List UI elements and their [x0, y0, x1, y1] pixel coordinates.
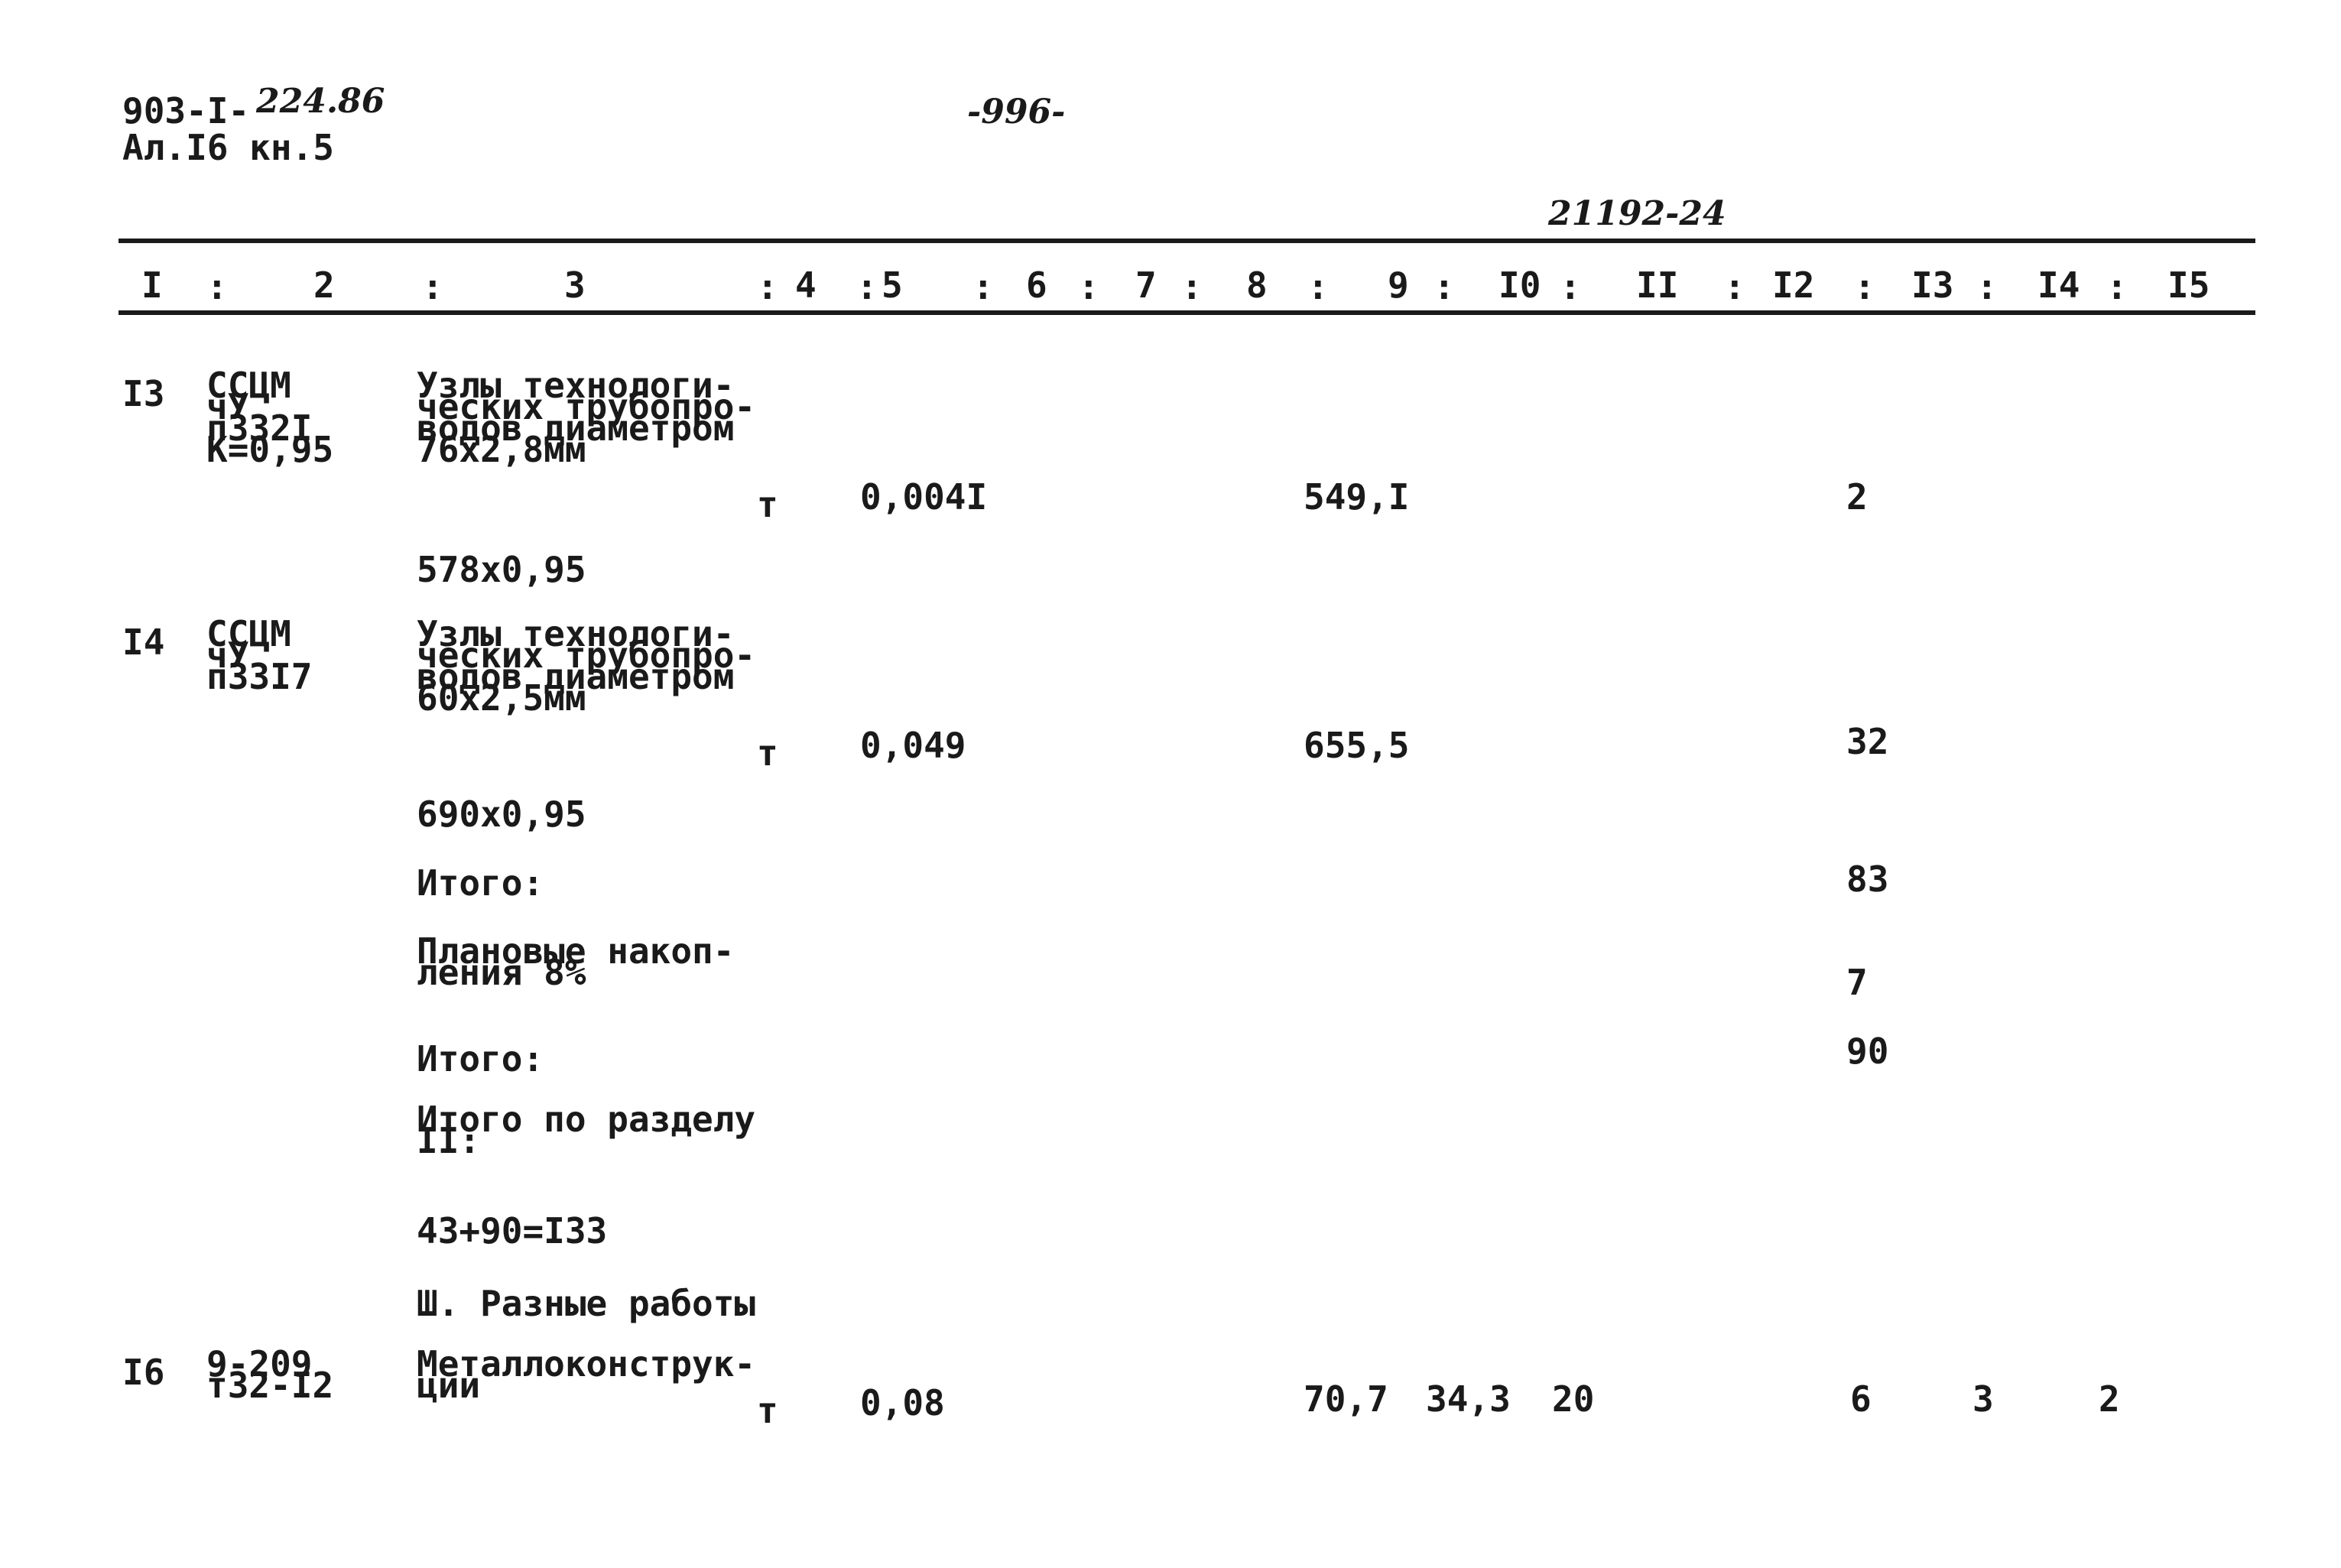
work-description: Узлы технологи- ческих трубопро- водов диаметром 60х2,5мм [417, 613, 756, 719]
row-number: I4 [122, 622, 165, 663]
rate-code: ССЦМ чУ п33I7 [206, 613, 313, 697]
document-code: 21192-24 [1548, 194, 1726, 233]
column-separator: : [1078, 266, 1099, 307]
subtotal-label: Итого: [417, 1038, 544, 1079]
work-description: Металлоконструк- ции [417, 1343, 756, 1406]
column-14-value: 3 [1972, 1378, 1994, 1420]
column-11-value: 20 [1552, 1378, 1595, 1420]
column-number: I3 [1911, 265, 1954, 306]
column-number: I [141, 265, 163, 306]
document-series-handwritten: 224.86 [256, 82, 385, 121]
subtotal-value: 83 [1846, 859, 1889, 900]
document-series: 903-I- [122, 90, 250, 131]
row-number: I6 [122, 1352, 165, 1393]
unit: т [757, 1390, 778, 1431]
column-number: I4 [2037, 265, 2080, 306]
column-separator: : [1560, 266, 1581, 307]
quantity: 0,004I [860, 476, 988, 518]
column-13-value: 6 [1850, 1378, 1872, 1420]
column-separator: : [1854, 266, 1875, 307]
section-total-label: Итого по разделу II: [417, 1099, 756, 1161]
column-15-value: 2 [2099, 1378, 2120, 1420]
planned-accumulation-label: Плановые накоп- ления 8% [417, 930, 735, 993]
column-separator: : [206, 266, 228, 307]
work-description: Узлы технологи- ческих трубопро- водов диаметром 76х2,8мм [417, 365, 756, 470]
page-number: -996- [967, 93, 1066, 131]
column-number: I2 [1772, 265, 1815, 306]
column-10-value: 34,3 [1426, 1378, 1511, 1420]
column-number: 3 [564, 265, 586, 306]
column-separator: : [1976, 266, 1998, 307]
header-top-rule [119, 239, 2255, 243]
row-number: I3 [122, 373, 165, 414]
subtotal-value: 90 [1846, 1031, 1889, 1072]
price-formula: 690х0,95 [417, 794, 586, 835]
quantity: 0,049 [860, 725, 966, 766]
price-formula: 578х0,95 [417, 549, 586, 590]
total-cost: 32 [1846, 721, 1889, 762]
quantity: 0,08 [860, 1382, 945, 1424]
section-heading: Ш. Разные работы [417, 1283, 756, 1324]
column-number: I0 [1498, 265, 1541, 306]
column-separator: : [2106, 266, 2128, 307]
rate-code: 9-209 т32-I2 [206, 1343, 334, 1406]
rate-code: ССЦМ чУ п332I К=0,95 [206, 365, 334, 470]
column-separator: : [856, 266, 878, 307]
column-separator: : [1307, 266, 1329, 307]
unit: т [757, 732, 778, 774]
column-separator: : [1181, 266, 1203, 307]
column-number: I5 [2167, 265, 2210, 306]
column-number: II [1636, 265, 1679, 306]
column-separator: : [422, 266, 443, 307]
column-number: 6 [1026, 265, 1047, 306]
column-number: 8 [1246, 265, 1268, 306]
column-number: 5 [882, 265, 903, 306]
unit-price: 549,I [1304, 476, 1410, 518]
subtotal-label: Итого: [417, 862, 544, 904]
album-book-label: Ал.I6 кн.5 [122, 127, 334, 168]
column-separator: : [972, 266, 994, 307]
header-bottom-rule [119, 310, 2255, 315]
column-separator: : [1724, 266, 1745, 307]
column-separator: : [1433, 266, 1455, 307]
planned-accumulation-value: 7 [1846, 962, 1868, 1003]
column-separator: : [757, 266, 778, 307]
unit: т [757, 484, 778, 525]
column-number: 4 [795, 265, 817, 306]
total-cost: 2 [1846, 476, 1868, 518]
section-total-formula: 43+90=I33 [417, 1210, 608, 1251]
unit-price: 655,5 [1304, 725, 1410, 766]
column-number: 7 [1135, 265, 1157, 306]
column-number: 9 [1388, 265, 1409, 306]
column-9-value: 70,7 [1304, 1378, 1388, 1420]
column-number: 2 [313, 265, 335, 306]
